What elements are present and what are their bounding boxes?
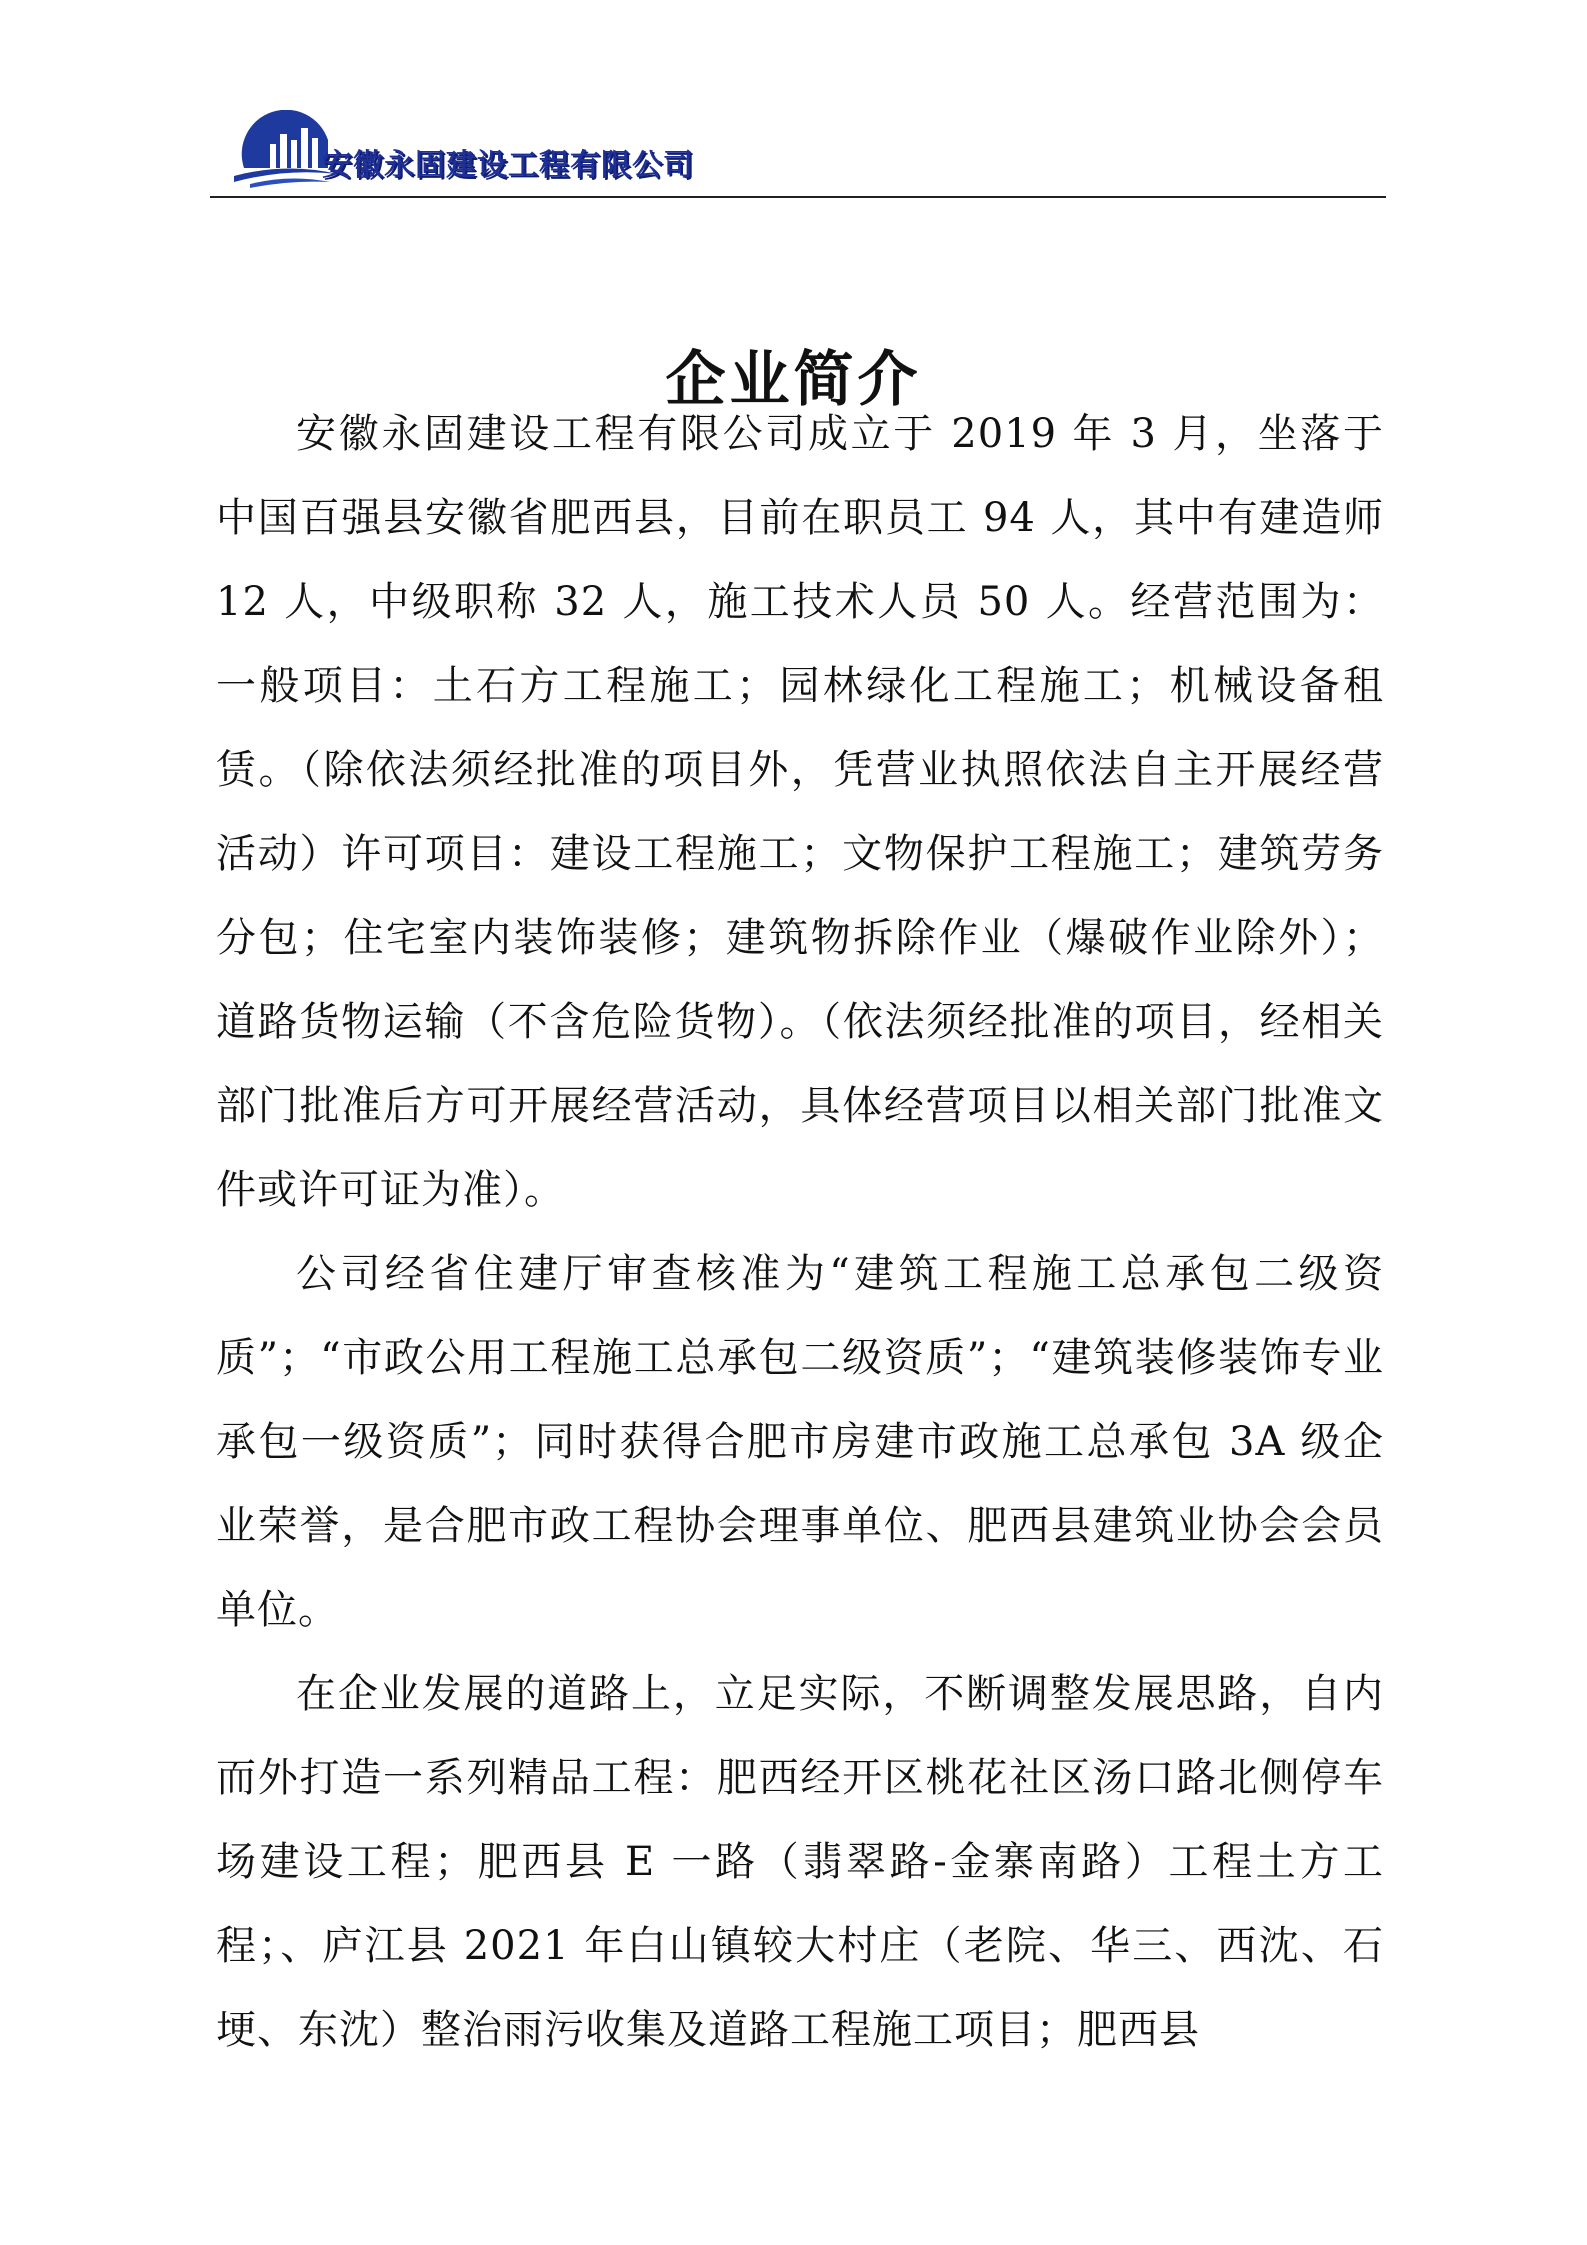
page-header [210, 92, 1386, 196]
paragraph-company-overview: 安徽永固建设工程有限公司成立于 2019 年 3 月，坐落于中国百强县安徽省肥西县，目前在职员工 94 人，其中有建造师 12 人，中级职称 32 人，施工技术人员 50 人。经营范围为：一般项目：土石方工程施工；园林绿化工程施工；机械设备租赁。（除依法须经批准的项目外，凭营业执照依法自主开展经营活动）许可项目：建设工程施工；文物保护工程施工；建筑劳务分包；住宅室内装饰装修；建筑物拆除作业（爆破作业除外）；道路货物运输（不含危险货物）。（依法须经批准的项目，经相关部门批准后方可开展经营活动，具体经营项目以相关部门批准文件或许可证为准）。 [216, 411, 1384, 1213]
document-title: 企业简介 [665, 345, 922, 416]
document-body [216, 392, 1384, 2072]
paragraph-qualifications: 公司经省住建厅审查核准为“建筑工程施工总承包二级资质”；“市政公用工程施工总承包二级资质”；“建筑装修装饰专业承包一级资质”；同时获得合肥市房建市政施工总承包 3A 级企业荣誉，是合肥市政工程协会理事单位、肥西县建筑业协会会员单位。 [216, 1251, 1384, 1633]
company-name: 安徽永固建设工程有限公司 [322, 148, 694, 183]
header-divider [210, 196, 1386, 198]
paragraph-projects: 在企业发展的道路上，立足实际，不断调整发展思路，自内而外打造一系列精品工程：肥西经开区桃花社区汤口路北侧停车场建设工程；肥西县 E 一路（翡翠路-金寨南路）工程土方工程；、庐江县 2021 年白山镇较大村庄（老院、华三、西沈、石埂、东沈）整治雨污收集及道路工程施工项目；肥西县 [216, 1671, 1384, 2053]
